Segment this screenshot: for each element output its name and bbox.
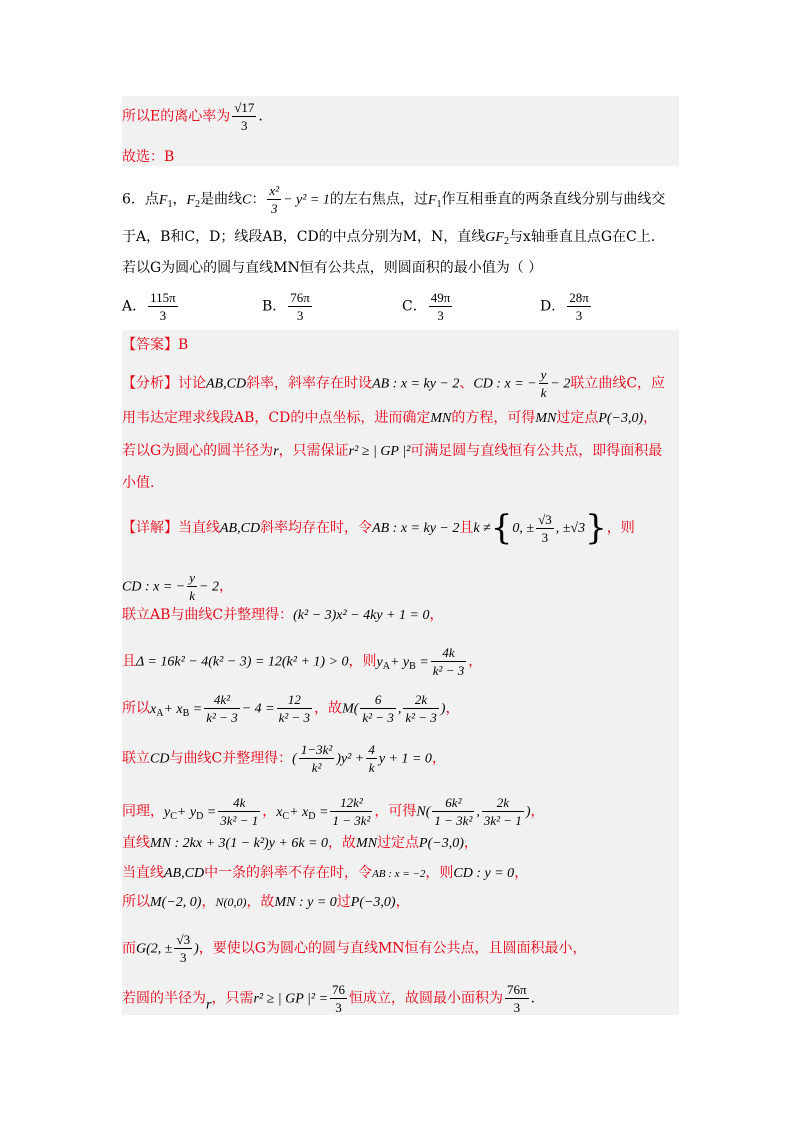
detail-line-9: 当直线AB,CD中一条的斜率不存在时，令AB : x = −2，则CD : y = 0， xyxy=(122,865,529,881)
option-b[interactable]: B． $\frac{76\pi}{3}$ xyxy=(262,290,310,323)
option-c[interactable]: C． $\frac{49\pi}{3}$ xyxy=(402,290,451,323)
detail-line-12: 若圆的半径为r，只需r² ≥ | GP |² = $\frac{76}{3}$ 恒成立，故圆最小面积为 $\frac{76\pi}{3}$ . xyxy=(122,982,536,1015)
detail-line-5: 所以$x_A+ x_B$ = $\frac{\text{4k²}}{\text{k² − 3}}$ − 4 = $\frac{12}{\text{k² − 3}}$ ，故M( $\frac{6}{\text{k² − 3}}$ , $\frac{2k}{\text{k² − 3}}$ )， xyxy=(122,692,460,725)
detail-line-10: 所以M(−2, 0)，N(0,0)，故MN : y = 0过P(−3,0)， xyxy=(122,894,410,910)
detail-line-6: 联立CD与曲线C并整理得：( $\frac{\text{1−3k²}}{\text{k²}}$ )y² + $\frac{4}{k}$ y + 1 = 0， xyxy=(122,742,446,775)
analysis-line-1: 【分析】讨论AB,CD斜率，斜率存在时设AB : x = ky − 2、CD : x = − $\frac{y}{k}$ − 2联立曲线C，应 xyxy=(122,367,666,400)
analysis-line-2: 用韦达定理求线段AB，CD的中点坐标，进而确定MN的方程，可得MN过定点P(−3,0)， xyxy=(122,410,658,426)
detail-line-2: CD : x = − $\frac{y}{k}$ − 2， xyxy=(122,570,233,603)
question-line-3: 若以G为圆心的圆与直线MN恒有公共点，则圆面积的最小值为（ ） xyxy=(122,260,543,276)
question-line-1: 6．点$F_1$，$F_2$是曲线C： $\frac{\text{x²}}{3}$ − y² = 1的左右焦点，过$F_1$作互相垂直的两条直线分别与曲线交 xyxy=(122,183,666,216)
detail-line-3: 联立AB与曲线C并整理得：(k² − 3)x² − 4ky + 1 = 0， xyxy=(122,607,444,623)
eccentricity-line: 所以E的离心率为 $\frac{√17}{3}$ . xyxy=(122,100,263,133)
analysis-line-3: 若以G为圆心的圆半径为r，只需保证r² ≥ | GP |²可满足圆与直线恒有公共点，即得面积最 xyxy=(122,443,663,459)
detail-line-8: 直线MN : 2kx + 3(1 − k²)y + 6k = 0，故MN过定点P(−3,0)， xyxy=(122,835,478,851)
question-line-2: 于A，B和C，D；线段AB，CD的中点分别为M，N，直线$GF_2$与x轴垂直且点G在C上. xyxy=(122,229,656,247)
detail-line-11: 而G(2, ± $\frac{√3}{3}$ )，要使以G为圆心的圆与直线MN恒有公共点，且圆面积最小， xyxy=(122,932,587,965)
detail-line-1: 【详解】当直线AB,CD斜率均存在时，令AB : x = ky − 2且k ≠{0, ± $\frac{√3}{3}$ , ±√3}，则 xyxy=(122,508,635,548)
choice-line: 故选：B xyxy=(122,149,175,165)
analysis-line-4: 小值. xyxy=(122,475,155,491)
option-d[interactable]: D． $\frac{28\pi}{3}$ xyxy=(540,290,589,323)
option-a[interactable]: A． $\frac{115\pi}{3}$ xyxy=(122,290,176,323)
detail-line-7: 同理，$y_C+ y_D$ = $\frac{4k}{\text{3k² − 1}}$ ，$x_C+ x_D$ = $\frac{\text{12k²}}{\text{1 − 3k²}}$ ，可得N( $\frac{\text{6k²}}{\text{1 − 3k²}}$ , $\frac{2k}{\text{3k² − 1}}$ )， xyxy=(122,795,545,828)
answer-line: 【答案】B xyxy=(122,337,189,353)
detail-line-4: 且Δ = 16k² − 4(k² − 3) = 12(k² + 1) > 0，则$y_A+ y_B$ = $\frac{4k}{\text{k² − 3}}$ ， xyxy=(122,645,483,678)
